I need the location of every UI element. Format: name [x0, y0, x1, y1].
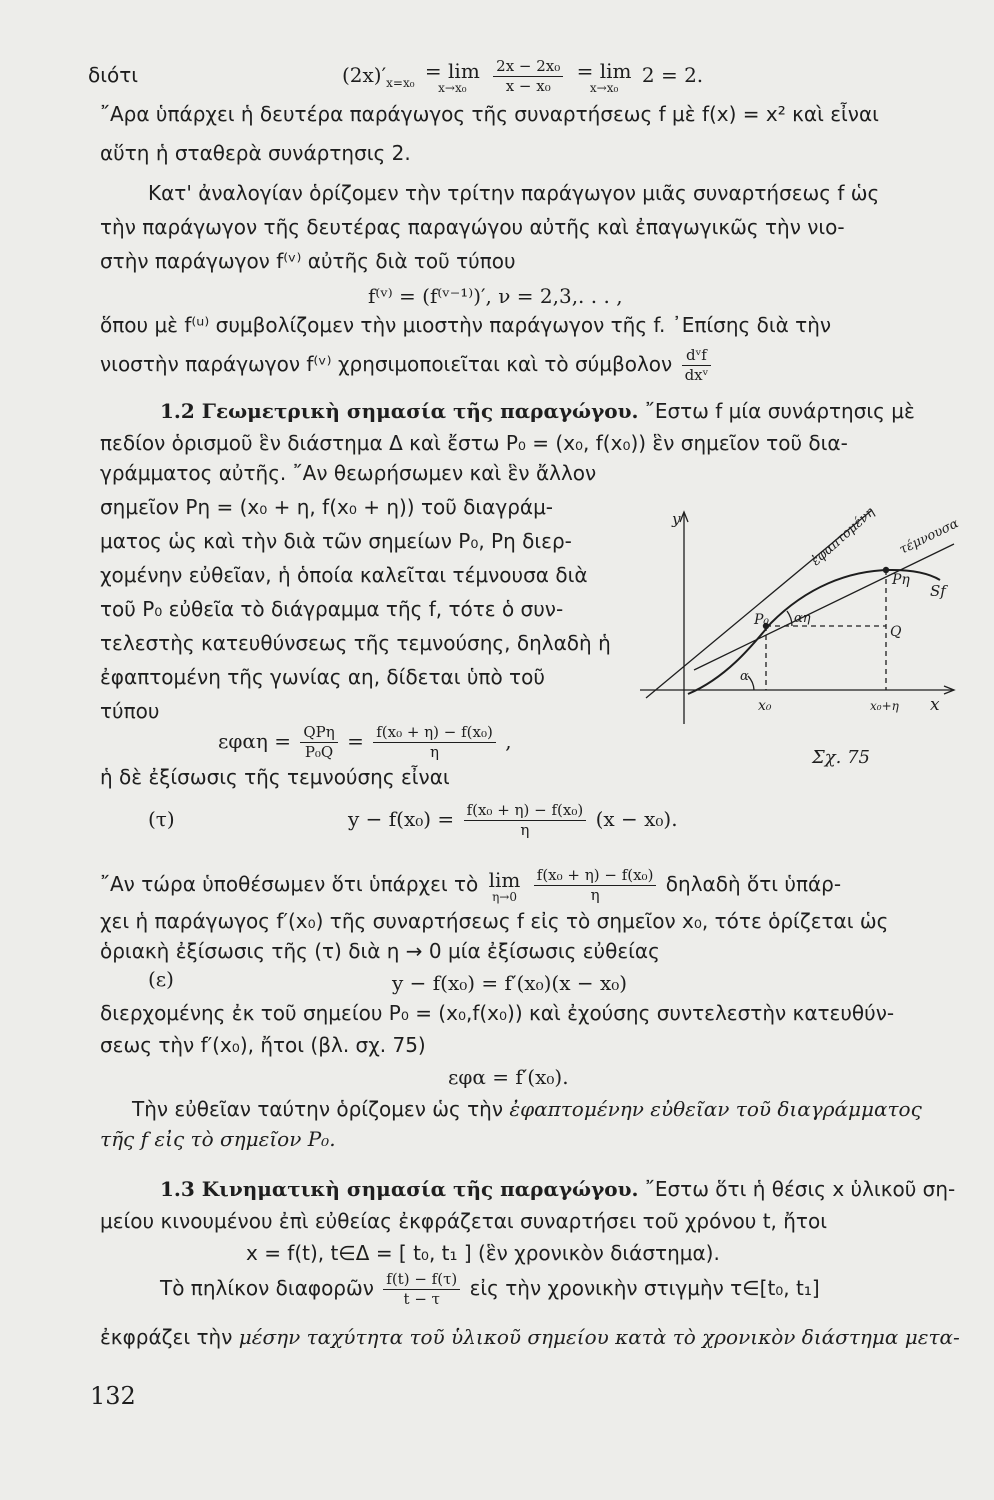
limit-assumption-line — [100, 858, 841, 910]
limit-equation — [342, 50, 703, 108]
label-tau: (τ) — [148, 807, 175, 831]
difference-quotient — [464, 801, 587, 840]
line-07-recursion: f⁽ᵛ⁾ = (f⁽ᵛ⁻¹⁾)′, ν = 2,3,. . . , — [368, 284, 623, 308]
label-secant: τέμνουσα — [897, 516, 962, 558]
fraction-numerator: f(t) − f(τ) — [383, 1270, 460, 1290]
difference-fraction — [493, 57, 563, 96]
fraction-denominator: dxᵛ — [684, 366, 709, 384]
s12-line-10: τύπου — [100, 699, 160, 723]
limit-text-2: = lim — [576, 58, 632, 83]
alpha-arc — [748, 676, 754, 690]
s12-line-9: ἐφαπτομένη τῆς γωνίας αη, δίδεται ὑπὸ τοῦ — [100, 665, 545, 689]
s13-line-2: μείου κινουμένου ἐπὶ εὐθείας ἐκφράζεται συναρτήσει τοῦ χρόνου t, ἤτοι — [100, 1209, 827, 1233]
line-09 — [100, 346, 714, 385]
s12-line-6: χομένην εὐθεῖαν, ἡ ὁποία καλεῖται τέμνουσα διὰ — [100, 563, 588, 587]
label-sf: Sf — [930, 582, 946, 600]
label-q: Q — [890, 624, 902, 640]
quotient-intro: Τὸ πηλίκον διαφορῶν — [160, 1276, 374, 1300]
label-p-eta: Pη — [892, 572, 910, 588]
s12-line-8: τελεστὴς κατευθύνσεως τῆς τεμνούσης, δηλαδὴ ἡ — [100, 631, 611, 655]
s12-line-7: τοῦ P₀ εὐθεῖα τὸ διάγραμμα τῆς f, τότε ὁ συν- — [100, 597, 564, 621]
label-x0-eta: x₀+η — [870, 699, 899, 713]
label-p0: P₀ — [754, 612, 770, 628]
derivative-line: χει ἡ παράγωγος f′(x₀) τῆς συναρτήσεως f εἰς τὸ σημεῖον x₀, τότε ὁρίζεται ὡς — [100, 909, 889, 933]
equation-rhs: (x − x₀). — [595, 807, 678, 831]
figure-75 — [636, 488, 972, 734]
limit-text: = lim — [424, 58, 480, 83]
fraction-numerator: QPη — [300, 723, 337, 743]
mean-velocity-emphasis: μέσην ταχύτητα τοῦ ὑλικοῦ σημείου κατὰ τὸ χρονικὸν διάστημα μετα- — [238, 1325, 960, 1349]
tan-alpha-equation: εφα = f′(x₀). — [448, 1065, 569, 1089]
difference-quotient — [373, 723, 496, 762]
fraction-denominator: η — [430, 743, 440, 761]
point-p-eta — [883, 567, 889, 573]
section-1-3-heading — [160, 1176, 955, 1202]
qp-over-p0q — [300, 723, 337, 762]
nth-derivative-symbol — [682, 346, 712, 385]
evaluation-subscript: x=x₀ — [386, 76, 415, 90]
text-after-limit: δηλαδὴ ὅτι ὑπάρ- — [665, 872, 842, 896]
limit-operator-2 — [577, 60, 632, 94]
secant-line-equation — [348, 794, 678, 844]
equals-sign: = — [347, 729, 364, 753]
s12-line-5: ματος ὡς καὶ τὴν διὰ τῶν σημείων P₀, Pη διερ- — [100, 529, 572, 553]
label-epsilon: (ε) — [148, 967, 174, 991]
limit-result: 2 = 2. — [641, 63, 704, 87]
label-y-axis: y — [672, 510, 681, 528]
limiting-equation-line: ὁριακὴ ἐξίσωσις τῆς (τ) διὰ η → 0 μία ἐξίσωσις εὐθείας — [100, 939, 660, 963]
time-difference-quotient — [383, 1270, 460, 1309]
word-dioti: διότι — [88, 63, 139, 87]
s12-line-4: σημεῖον Pη = (x₀ + η, f(x₀ + η)) τοῦ διαγράμ- — [100, 495, 554, 519]
s13-line-4 — [160, 1262, 820, 1314]
limit-subscript: η→0 — [492, 889, 517, 904]
fraction-denominator: η — [590, 886, 600, 904]
label-alpha: α — [740, 669, 749, 684]
text-before-limit: ῎Αν τώρα ὑποθέσωμεν ὅτι ὑπάρχει τὸ — [100, 872, 479, 896]
page-number: 132 — [90, 1382, 136, 1410]
figure-caption: Σχ. 75 — [812, 747, 870, 768]
limit-operator — [489, 869, 521, 903]
section-1-2-heading — [160, 398, 915, 424]
s13-line-5 — [100, 1324, 960, 1350]
fraction-denominator: η — [520, 821, 530, 839]
section-title: 1.2 Γεωμετρικὴ σημασία τῆς παραγώγου. — [160, 399, 639, 423]
time-instant-text: εἰς τὴν χρονικὴν στιγμὴν τ∈[t₀, t₁] — [469, 1276, 820, 1300]
fraction-numerator: f(x₀ + η) − f(x₀) — [373, 723, 496, 743]
passing-line: διερχομένης ἐκ τοῦ σημείου P₀ = (x₀,f(x₀)) καὶ ἐχούσης συντελεστὴν κατευθύν- — [100, 1001, 895, 1025]
limit-subscript-2: x→x₀ — [589, 80, 619, 95]
definition-line-2: τῆς f εἰς τὸ σημεῖον P₀. — [100, 1127, 336, 1151]
line-text: ἐκφράζει τὴν — [100, 1325, 233, 1349]
label-x0: x₀ — [758, 698, 772, 714]
definition-line-1 — [132, 1096, 922, 1122]
tangent-line-equation: y − f(x₀) = f′(x₀)(x − x₀) — [392, 971, 628, 995]
definition-text: Τὴν εὐθεῖαν ταύτην ὁρίζομεν ὡς τὴν — [132, 1097, 503, 1121]
label-alpha-eta: αη — [794, 611, 811, 626]
line-02: ῎Αρα ὑπάρχει ἡ δευτέρα παράγωγος τῆς συναρτήσεως f μὲ f(x) = x² καὶ εἶναι — [100, 102, 879, 126]
line-05: τὴν παράγωγον τῆς δευτέρας παραγώγου αὐτῆς καὶ ἐπαγωγικῶς τὴν νιο- — [100, 215, 845, 239]
definition-emphasis: ἐφαπτομένην εὐθεῖαν τοῦ διαγράμματος — [509, 1097, 922, 1121]
slope-line: σεως τὴν f′(x₀), ἤτοι (βλ. σχ. 75) — [100, 1033, 426, 1057]
limit-operator — [425, 60, 480, 94]
fraction-denominator: P₀Q — [304, 743, 334, 761]
s12-line-3: γράμματος αὐτῆς. ῎Αν θεωρήσωμεν καὶ ἓν ἄλλον — [100, 461, 597, 485]
section-text: ῎Εστω ὅτι ἡ θέσις x ὑλικοῦ ση- — [644, 1177, 956, 1201]
fraction-numerator: f(x₀ + η) − f(x₀) — [464, 801, 587, 821]
fraction-denominator: t − τ — [403, 1290, 440, 1308]
line-diotі — [88, 62, 138, 88]
line-09-text: νιοστὴν παράγωγον f⁽ᵛ⁾ χρησιμοποιεῖται καὶ τὸ σύμβολον — [100, 352, 673, 376]
line-06: στὴν παράγωγον f⁽ᵛ⁾ αὐτῆς διὰ τοῦ τύπου — [100, 249, 516, 273]
fraction-denominator: x − x₀ — [505, 77, 551, 95]
secant-slope-equation — [218, 716, 512, 766]
fraction-numerator: 2x − 2x₀ — [493, 57, 563, 77]
fraction-numerator: dᵛf — [682, 346, 712, 366]
line-08: ὅπου μὲ f⁽ᵘ⁾ συμβολίζομεν τὴν μιοστὴν παράγωγον τῆς f. ᾽Επίσης διὰ τὴν — [100, 313, 832, 337]
s12-line-2: πεδίον ὁρισμοῦ ἓν διάστημα Δ καὶ ἔστω P₀ = (x₀, f(x₀)) ἓν σημεῖον τοῦ δια- — [100, 431, 848, 455]
fraction-numerator: f(x₀ + η) − f(x₀) — [534, 866, 657, 886]
equation-lhs: y − f(x₀) = — [348, 807, 455, 831]
line-04: Κατ' ἀναλογίαν ὁρίζομεν τὴν τρίτην παράγωγον μιᾶς συναρτήσεως f ὡς — [148, 181, 880, 205]
comma: , — [505, 729, 512, 753]
difference-quotient — [534, 866, 657, 905]
tan-alpha-eta: εφαη = — [218, 729, 291, 753]
section-title: 1.3 Κινηματικὴ σημασία τῆς παραγώγου. — [160, 1177, 639, 1201]
derivative-expression: (2x)′ — [342, 63, 387, 87]
label-x-axis: x — [930, 695, 940, 715]
limit-text: lim — [488, 867, 521, 892]
secant-intro-line: ἡ δὲ ἐξίσωσις τῆς τεμνούσης εἶναι — [100, 765, 450, 789]
section-text: ῎Εστω f μία συνάρτησις μὲ — [644, 399, 915, 423]
s13-line-3: x = f(t), t∈Δ = [ t₀, t₁ ] (ἓν χρονικὸν διάστημα). — [246, 1241, 720, 1265]
label-tangent: ἐφαπτομένη — [808, 504, 878, 569]
limit-subscript: x→x₀ — [438, 80, 467, 95]
line-03: αὕτη ἡ σταθερὰ συνάρτησις 2. — [100, 141, 411, 165]
